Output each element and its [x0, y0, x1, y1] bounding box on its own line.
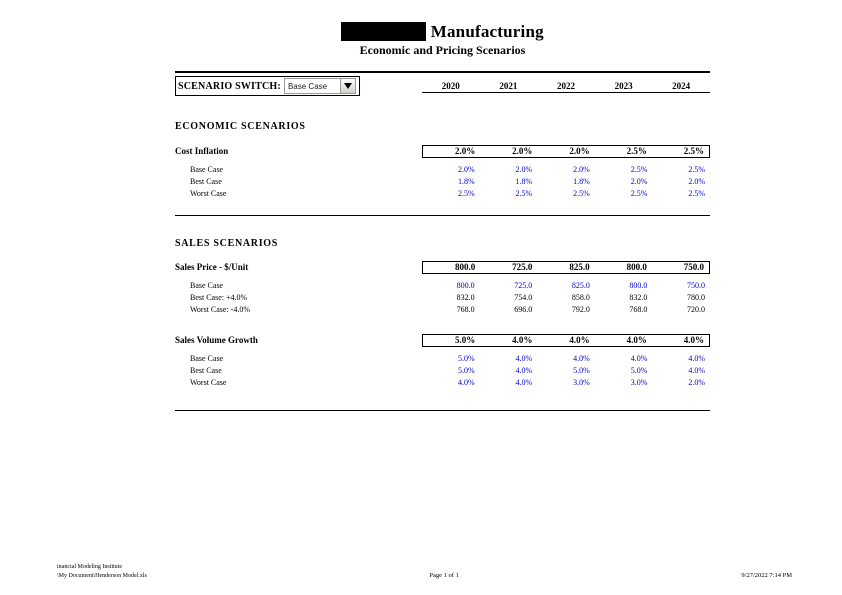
- cell-2021: 4.0%: [515, 353, 533, 363]
- footer-left: [57, 563, 147, 581]
- cell-2023: 2.5%: [630, 164, 648, 174]
- cell-2023: 3.0%: [630, 377, 648, 387]
- row-label-best-case: Best Case: [190, 365, 222, 375]
- cell-2022: 825.0: [571, 280, 590, 290]
- cell-2022: 2.5%: [573, 188, 590, 198]
- section-heading-economic: ECONOMIC SCENARIOS: [175, 121, 306, 132]
- year-header-2020: 2020: [422, 81, 480, 93]
- cell-2020: 5.0%: [457, 353, 475, 363]
- scenario-switch-value: Base Case: [287, 81, 328, 91]
- cell-2021: 725.0: [514, 280, 533, 290]
- active-values-sales-volume-growth: [422, 334, 710, 347]
- row-label-worst-case: Worst Case: -4.0%: [190, 304, 251, 314]
- line-item-sales-price: [175, 261, 710, 315]
- scenario-switch-dropdown[interactable]: [284, 78, 356, 94]
- cell-2020: 1.8%: [457, 176, 475, 186]
- values-worst-case: [422, 189, 710, 198]
- year-header-2024: 2024: [652, 81, 710, 93]
- cell-2023: 2.5%: [626, 146, 647, 156]
- cell-2021: 2.0%: [512, 146, 533, 156]
- year-header-2021: 2021: [480, 81, 538, 93]
- values-base-case: [422, 354, 710, 363]
- cell-2020: 2.5%: [457, 188, 475, 198]
- cell-2020: 768.0: [456, 304, 475, 314]
- row-label-best-case: Best Case: [190, 176, 222, 186]
- table-row: [175, 163, 710, 175]
- cell-2021: 754.0: [514, 292, 533, 302]
- cell-2020: 800.0: [456, 280, 475, 290]
- cell-2024: 4.0%: [683, 335, 705, 345]
- cell-2021: 725.0: [512, 262, 533, 272]
- cell-2023: 5.0%: [630, 365, 648, 375]
- cell-2023: 4.0%: [630, 353, 648, 363]
- table-row: [175, 291, 710, 303]
- values-worst-case: [422, 305, 710, 314]
- cell-2023: 800.0: [629, 280, 648, 290]
- cell-2022: 2.0%: [573, 164, 590, 174]
- cell-2023: 832.0: [629, 292, 648, 302]
- footer-timestamp: 9/27/2022 7:14 PM: [741, 572, 792, 579]
- footer-page-number: Page 1 of 1: [429, 572, 459, 579]
- cell-2024: 4.0%: [688, 353, 705, 363]
- cell-2024: 750.0: [683, 262, 705, 272]
- values-best-case: [422, 177, 710, 186]
- cell-2022: 4.0%: [573, 353, 590, 363]
- scenario-switch-label: SCENARIO SWITCH:: [178, 80, 281, 92]
- line-item-cost-inflation: [175, 145, 710, 199]
- section-heading-sales: SALES SCENARIOS: [175, 238, 279, 249]
- cell-2023: 800.0: [626, 262, 647, 272]
- header-divider: [175, 71, 710, 73]
- cell-2021: 1.8%: [515, 176, 533, 186]
- cell-2024: 2.0%: [688, 176, 705, 186]
- cell-2020: 5.0%: [454, 335, 476, 345]
- table-row: [175, 334, 710, 346]
- chevron-down-icon[interactable]: [340, 79, 355, 93]
- cell-2022: 792.0: [571, 304, 590, 314]
- cell-2020: 2.0%: [457, 164, 475, 174]
- cell-2021: 696.0: [514, 304, 533, 314]
- cell-2024: 750.0: [687, 280, 705, 290]
- row-label-cost-inflation: Cost Inflation: [175, 146, 229, 156]
- year-header-2023: 2023: [595, 81, 653, 93]
- line-item-sales-volume-growth: [175, 334, 710, 388]
- cell-2022: 4.0%: [569, 335, 590, 345]
- table-row: [175, 364, 710, 376]
- cell-2023: 2.5%: [630, 188, 648, 198]
- row-label-sales-price: Sales Price - $/Unit: [175, 262, 249, 272]
- footer-filepath: \My Document\Henderson Model.xls: [57, 573, 147, 579]
- table-row: [175, 145, 710, 157]
- cell-2024: 2.5%: [688, 164, 705, 174]
- cell-2022: 825.0: [569, 262, 590, 272]
- row-label-sales-volume-growth: Sales Volume Growth: [175, 335, 258, 345]
- row-label-best-case: Best Case: +4.0%: [190, 292, 248, 302]
- cell-2024: 2.5%: [683, 146, 705, 156]
- year-header-2022: 2022: [537, 81, 595, 93]
- footer-institute: inancial Modeling Institute: [57, 564, 122, 570]
- cell-2022: 2.0%: [569, 146, 590, 156]
- cell-2023: 4.0%: [626, 335, 647, 345]
- values-worst-case: [422, 378, 710, 387]
- cell-2024: 4.0%: [688, 365, 705, 375]
- table-row: [175, 187, 710, 199]
- cell-2022: 3.0%: [573, 377, 590, 387]
- cell-2021: 2.5%: [515, 188, 533, 198]
- cell-2021: 4.0%: [512, 335, 533, 345]
- cell-2021: 4.0%: [515, 365, 533, 375]
- active-values-cost-inflation: [422, 145, 710, 158]
- table-row: [175, 376, 710, 388]
- cell-2020: 4.0%: [457, 377, 475, 387]
- page-title: [175, 22, 710, 42]
- values-best-case: [422, 366, 710, 375]
- cell-2024: 720.0: [687, 304, 705, 314]
- page-footer: [57, 563, 792, 581]
- year-header-row: [422, 81, 710, 93]
- footer-divider: [175, 410, 710, 411]
- document-title-block: [175, 22, 710, 58]
- cell-2021: 2.0%: [515, 164, 533, 174]
- cell-2024: 2.0%: [688, 377, 705, 387]
- cell-2023: 2.0%: [630, 176, 648, 186]
- cell-2022: 5.0%: [573, 365, 590, 375]
- row-label-base-case: Base Case: [190, 353, 224, 363]
- cell-2024: 2.5%: [688, 188, 705, 198]
- cell-2024: 780.0: [687, 292, 705, 302]
- section-divider: [175, 215, 710, 216]
- values-base-case: [422, 281, 710, 290]
- cell-2022: 858.0: [571, 292, 590, 302]
- row-label-worst-case: Worst Case: [190, 188, 227, 198]
- cell-2020: 800.0: [454, 262, 476, 272]
- cell-2021: 4.0%: [515, 377, 533, 387]
- row-label-base-case: Base Case: [190, 280, 224, 290]
- values-base-case: [422, 165, 710, 174]
- row-label-worst-case: Worst Case: [190, 377, 227, 387]
- cell-2020: 5.0%: [457, 365, 475, 375]
- values-best-case: [422, 293, 710, 302]
- cell-2022: 1.8%: [573, 176, 590, 186]
- active-values-sales-price: [422, 261, 710, 274]
- table-row: [175, 352, 710, 364]
- table-row: [175, 279, 710, 291]
- row-label-base-case: Base Case: [190, 164, 224, 174]
- page-subtitle: Economic and Pricing Scenarios: [359, 43, 526, 57]
- table-row: [175, 261, 710, 273]
- table-row: [175, 175, 710, 187]
- company-suffix: Manufacturing: [426, 22, 544, 41]
- cell-2020: 832.0: [456, 292, 475, 302]
- cell-2023: 768.0: [629, 304, 648, 314]
- cell-2020: 2.0%: [454, 146, 476, 156]
- scenario-switch[interactable]: [175, 76, 360, 96]
- table-row: [175, 303, 710, 315]
- company-name-highlight: Henderson: [343, 22, 425, 41]
